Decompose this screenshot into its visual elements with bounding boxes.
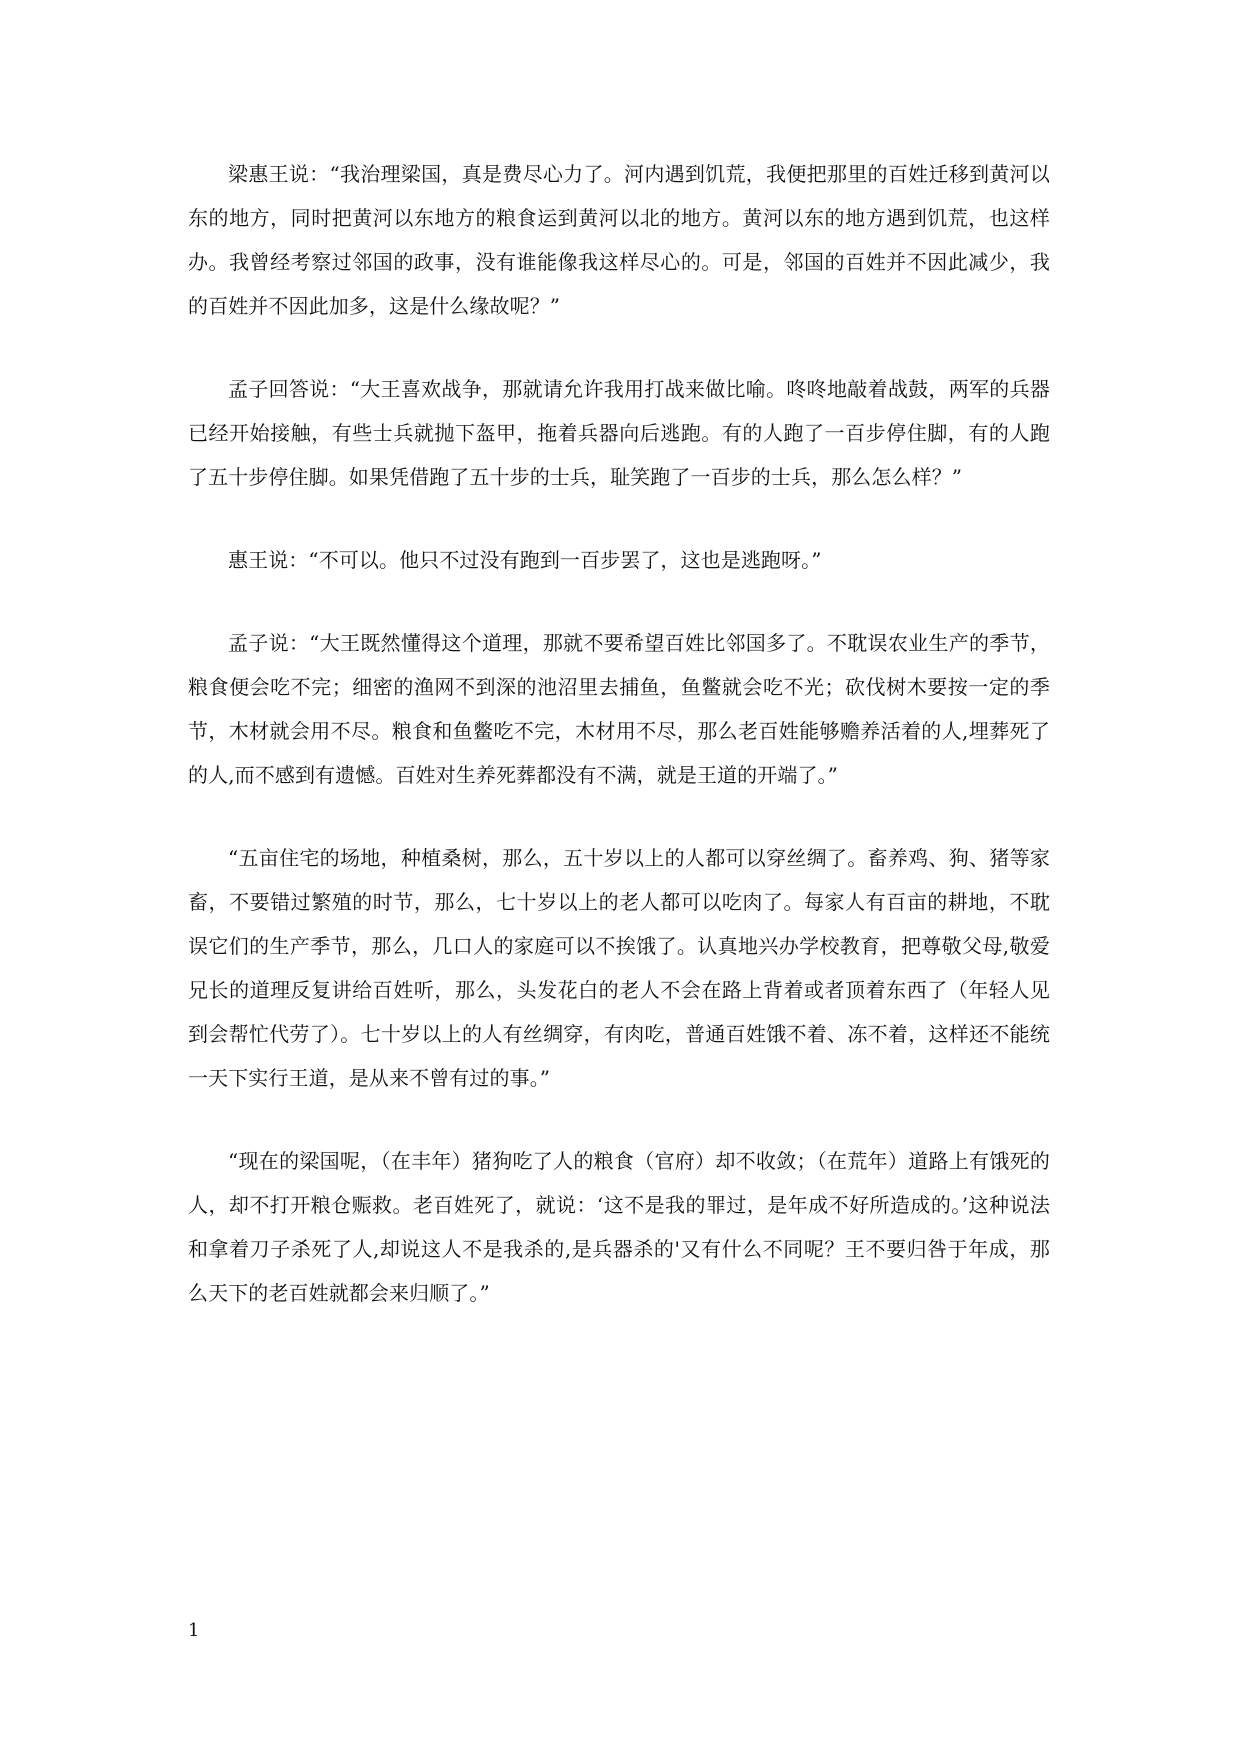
paragraph-6: “现在的梁国呢，（在丰年）猪狗吃了人的粮食（官府）却不收敛；（在荒年）道路上有饿死的人，却不打开粮仓赈救。老百姓死了，就说：‘这不是我的罪过，是年成不好所造成的。’这种说法和拿着刀子杀死了人,却说这人不是我杀的,是兵器杀的'又有什么不同呢？王不要归咎于年成，那么天下的老百姓就都会来归顺了。” [188, 1149, 1050, 1305]
page-number: 1 [188, 1620, 200, 1641]
document-body [188, 152, 1050, 1354]
paragraph-1: 梁惠王说：“我治理梁国，真是费尽心力了。河内遇到饥荒，我便把那里的百姓迁移到黄河以东的地方，同时把黄河以东地方的粮食运到黄河以北的地方。黄河以东的地方遇到饥荒，也这样办。我曾经考察过邻国的政事，没有谁能像我这样尽心的。可是，邻国的百姓并不因此减少，我的百姓并不因此加多，这是什么缘故呢？” [188, 162, 1050, 318]
paragraph-3: 惠王说：“不可以。他只不过没有跑到一百步罢了，这也是逃跑呀。” [228, 548, 822, 572]
paragraph-4: 孟子说：“大王既然懂得这个道理，那就不要希望百姓比邻国多了。不耽误农业生产的季节，粮食便会吃不完；细密的渔网不到深的池沼里去捕鱼，鱼鳖就会吃不光；砍伐树木要按一定的季节，木材就会用不尽。粮食和鱼鳖吃不完，木材用不尽，那么老百姓能够赡养活着的人,埋葬死了的人,而不感到有遗憾。百姓对生养死葬都没有不满，就是王道的开端了。” [188, 631, 1050, 787]
paragraph-5: “五亩住宅的场地，种植桑树，那么，五十岁以上的人都可以穿丝绸了。畜养鸡、狗、猪等家畜，不要错过繁殖的时节，那么，七十岁以上的老人都可以吃肉了。每家人有百亩的耕地，不耽误它们的生产季节，那么，几口人的家庭可以不挨饿了。认真地兴办学校教育，把尊敬父母,敬爱兄长的道理反复讲给百姓听，那么，头发花白的老人不会在路上背着或者顶着东西了（年轻人见到会帮忙代劳了）。七十岁以上的人有丝绸穿，有肉吃，普通百姓饿不着、冻不着，这样还不能统一天下实行王道，是从来不曾有过的事。” [188, 846, 1050, 1090]
paragraph-2: 孟子回答说：“大王喜欢战争，那就请允许我用打战来做比喻。咚咚地敲着战鼓，两军的兵器已经开始接触，有些士兵就抛下盔甲，拖着兵器向后逃跑。有的人跑了一百步停住脚，有的人跑了五十步停住脚。如果凭借跑了五十步的士兵，耻笑跑了一百步的士兵，那么怎么样？” [188, 377, 1050, 489]
